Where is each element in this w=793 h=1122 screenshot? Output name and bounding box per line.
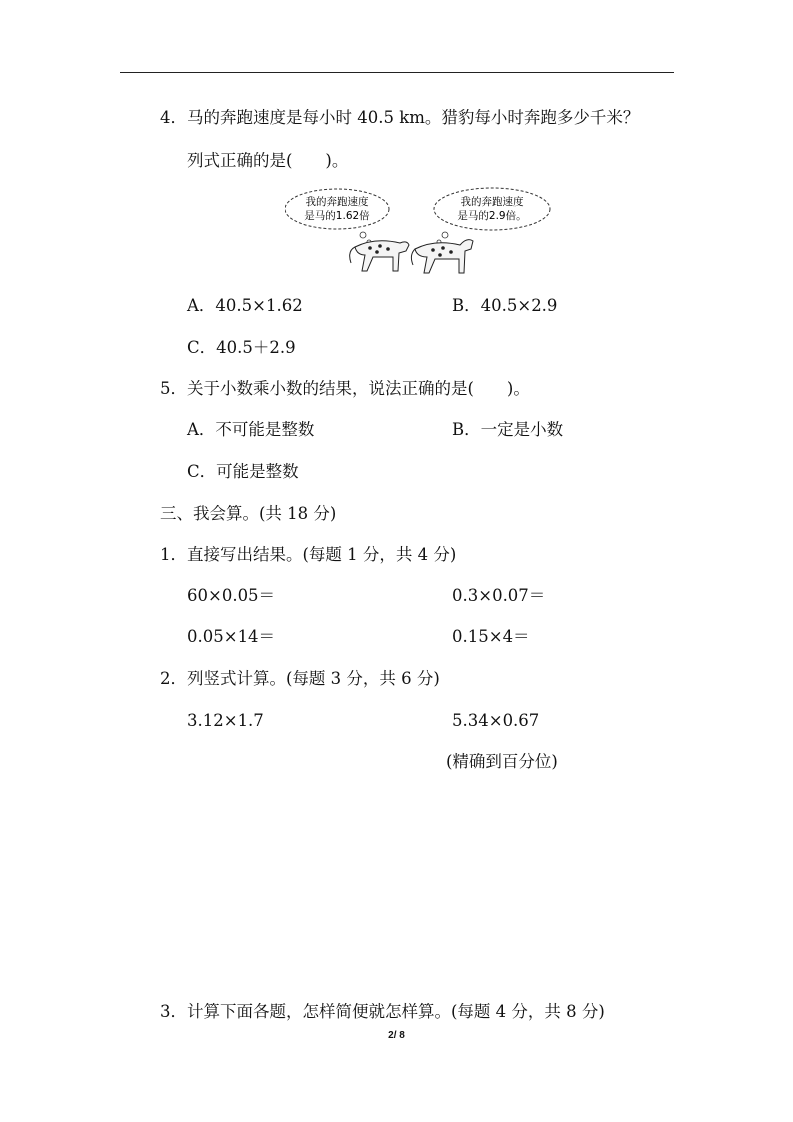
left-bubble-line-2: 是马的1.62倍 (304, 210, 370, 222)
problem-1a: 60×0.05＝ (187, 586, 276, 605)
q4-option-c: C．40.5＋2.9 (187, 338, 296, 357)
header-rule (120, 72, 674, 73)
left-bubble-line-1: 我的奔跑速度 (305, 196, 369, 208)
right-bubble-line-2: 是马的2.9倍。 (457, 210, 527, 222)
question-4-prompt: 列式正确的是( )。 (187, 151, 349, 170)
problem-2-title: 2．列竖式计算。(每题 3 分，共 6 分) (160, 669, 440, 688)
problem-1-title: 1．直接写出结果。(每题 1 分，共 4 分) (160, 545, 457, 564)
left-speech-bubble (285, 189, 389, 244)
question-4-text: 4．马的奔跑速度是每小时 40.5 km。猎豹每小时奔跑多少千米？ (160, 108, 640, 127)
problem-2b-note: (精确到百分位) (446, 752, 558, 771)
page-number: 2/ 8 (388, 1030, 405, 1041)
q5-option-c: C．可能是整数 (187, 462, 299, 481)
q5-option-a: A．不可能是整数 (187, 420, 315, 439)
q4-option-a: A．40.5×1.62 (187, 296, 303, 315)
problem-1b: 0.3×0.07＝ (452, 586, 546, 605)
q4-option-b: B．40.5×2.9 (452, 296, 558, 315)
question-5-text: 5．关于小数乘小数的结果，说法正确的是( )。 (160, 379, 530, 398)
problem-1d: 0.15×4＝ (452, 627, 530, 646)
cheetah-drawing (350, 241, 409, 271)
horse-cheetah-illustration (285, 185, 555, 280)
horse-drawing (411, 240, 473, 273)
problem-3-title: 3．计算下面各题，怎样简便就怎样算。(每题 4 分，共 8 分) (160, 1002, 605, 1021)
right-bubble-line-1: 我的奔跑速度 (460, 196, 524, 208)
q5-option-b: B．一定是小数 (452, 420, 564, 439)
problem-2b: 5.34×0.67 (452, 711, 540, 730)
problem-2a: 3.12×1.7 (187, 711, 264, 730)
section-3-title: 三、我会算。(共 18 分) (160, 504, 337, 523)
problem-1c: 0.05×14＝ (187, 627, 276, 646)
right-speech-bubble (434, 188, 550, 244)
